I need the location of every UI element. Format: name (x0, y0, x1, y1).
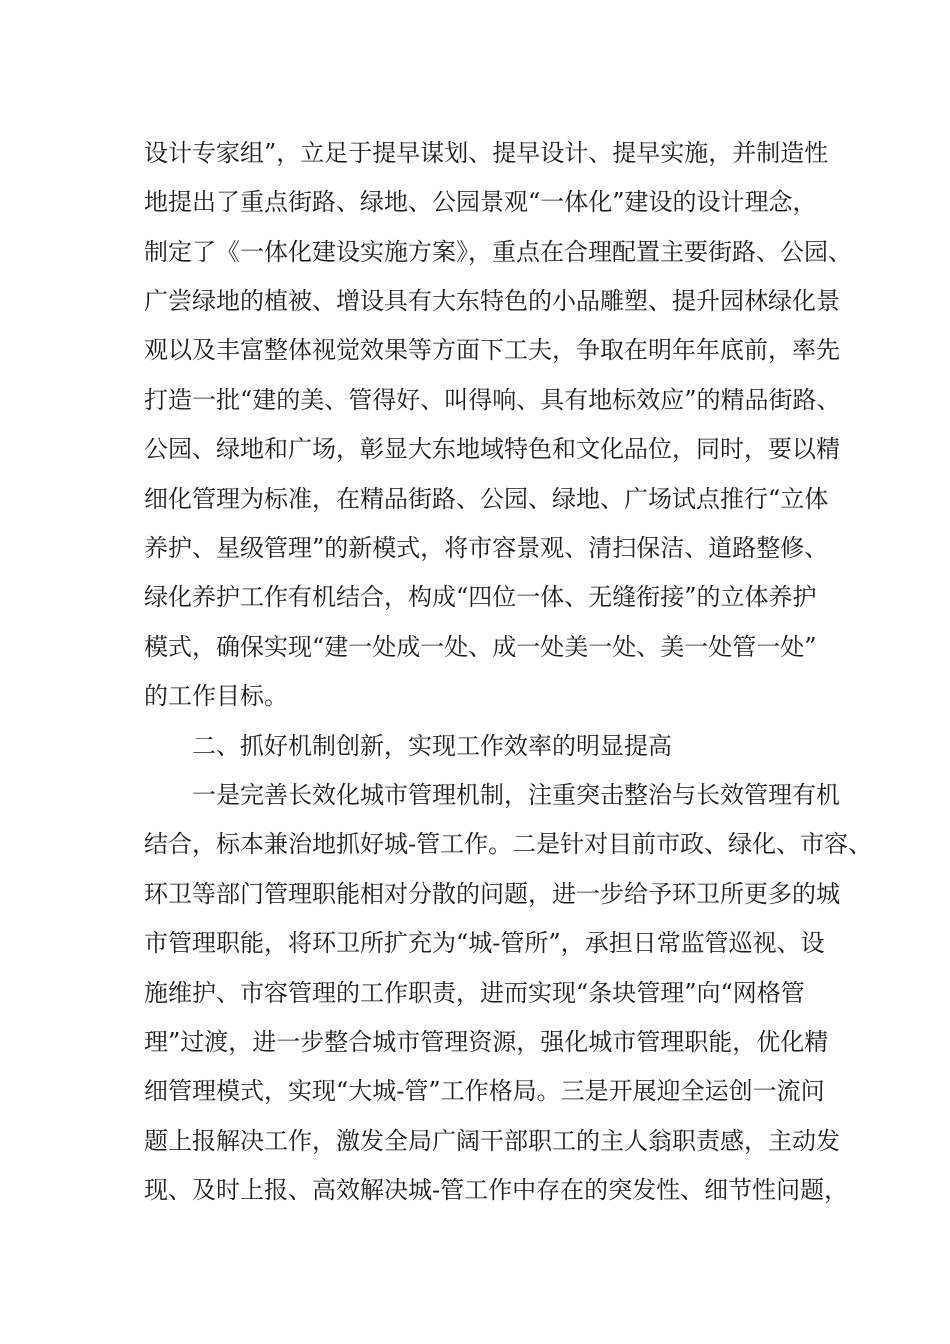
text-line: 细管理模式，实现“大城-管”工作格局。三是开展迎全运创一流问 (144, 1077, 825, 1105)
text-line: 公园、绿地和广场，彰显大东地域特色和文化品位，同时，要以精 (144, 435, 840, 463)
text-line: 养护、星级管理”的新模式，将市容景观、清扫保洁、道路整修、 (144, 534, 829, 562)
text-line: 结合，标本兼治地抓好城-管工作。二是针对目前市政、绿化、市容、 (144, 830, 873, 858)
text-line: 模式，确保实现“建一处成一处、成一处美一处、美一处管一处” (144, 633, 817, 661)
section-heading: 二、抓好机制创新，实现工作效率的明显提高 (192, 732, 672, 760)
text-line: 现、及时上报、高效解决城-管工作中存在的突发性、细节性问题， (144, 1176, 849, 1204)
text-line: 的工作目标。 (144, 682, 288, 710)
text-line: 绿化养护工作有机结合，构成“四位一体、无缝衔接”的立体养护 (144, 583, 817, 611)
text-line: 市管理职能，将环卫所扩充为“城-管所”，承担日常监管巡视、设 (144, 929, 825, 957)
text-line: 施维护、市容管理的工作职责，进而实现“条块管理”向“网格管 (144, 979, 805, 1007)
text-line: 题上报解决工作，激发全局广阔干部职工的主人翁职责感，主动发 (144, 1127, 840, 1155)
text-line: 地提出了重点街路、绿地、公园景观“一体化”建设的设计理念， (144, 188, 817, 216)
text-line: 理”过渡，进一步整合城市管理资源，强化城市管理职能，优化精 (144, 1028, 829, 1056)
text-line: 制定了《一体化建设实施方案》，重点在合理配置主要街路、公园、 (144, 238, 852, 266)
text-line: 环卫等部门管理职能相对分散的问题，进一步给予环卫所更多的城 (144, 880, 840, 908)
paragraph-first-line: 一是完善长效化城市管理机制，注重突击整治与长效管理有机 (192, 781, 840, 809)
text-line: 观以及丰富整体视觉效果等方面下工夫，争取在明年年底前，率先 (144, 336, 840, 364)
text-line: 细化管理为标准，在精品街路、公园、绿地、广场试点推行“立体 (144, 485, 829, 513)
text-line: 设计专家组”，立足于提早谋划、提早设计、提早实施，并制造性 (144, 139, 829, 167)
text-line: 打造一批“建的美、管得好、叫得响、具有地标效应”的精品街路、 (144, 386, 841, 414)
text-line: 广尝绿地的植被、增设具有大东特色的小品雕塑、提升园林绿化景 (144, 287, 840, 315)
